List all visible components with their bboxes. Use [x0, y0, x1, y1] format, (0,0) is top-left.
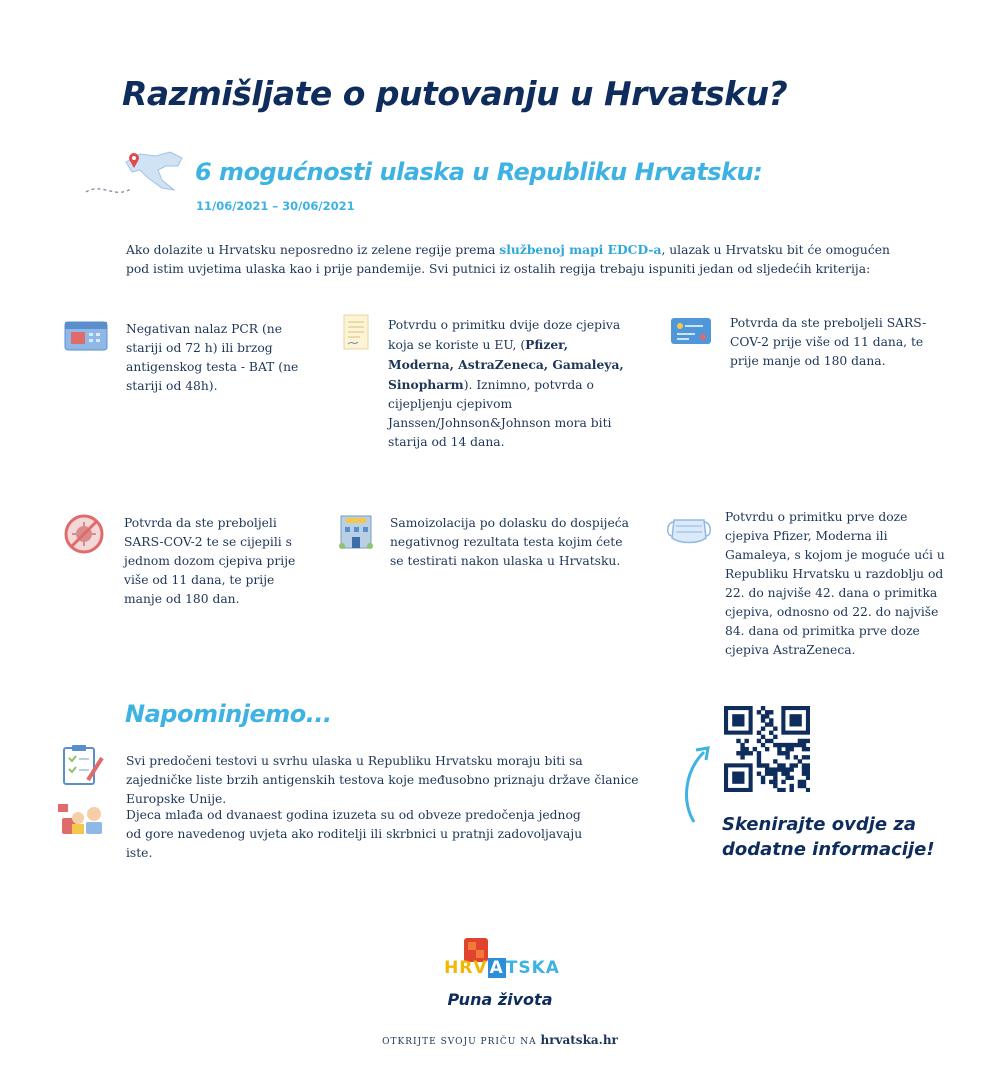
clipboard-icon	[60, 742, 104, 788]
intro-paragraph	[126, 240, 896, 279]
no-virus-icon	[60, 510, 108, 558]
logo-wordmark: HRV A TSKA	[444, 958, 560, 978]
criterion-6-text: Potvrdu o primitku prve doze cjepiva Pfizer, Moderna ili Gamaleya, s kojom je moguće ući u Republiku Hrvatsku u razdoblju od 22. do najviše 42. dana o primitka cjepiva, odnosno od 22. do najviše 84. dana od primitka prve doze cjepiva AstraZeneca.	[725, 510, 945, 657]
footer	[300, 1033, 700, 1047]
criterion-2-text	[388, 316, 628, 452]
footer-url[interactable]: hrvatska.hr	[540, 1033, 618, 1047]
criterion-2-vaccines: Pfizer, Moderna, AstraZeneca, Gamaleya, Sinopharm	[388, 337, 624, 392]
criterion-3-text: Potvrda da ste preboljeli SARS-COV-2 prije više od 11 dana, te prije manje od 180 dana.	[730, 316, 927, 368]
document-icon	[340, 312, 372, 354]
family-icon	[54, 800, 108, 836]
criterion-2-text-c: ). Iznimno, potvrda o cijepljenju cjepivom Janssen/Johnson&Johnson mora biti starija od 14 dana.	[388, 378, 612, 449]
note-2-text: Djeca mlađa od dvanaest godina izuzeta su od obveze predočenja jednog od gore navedenog uvjeta ako roditelji ili skrbnici u pratnji zadovoljavaju iste.	[126, 808, 583, 860]
croatia-map-icon	[82, 148, 192, 200]
hotel-icon	[336, 512, 376, 550]
notes-heading: Napominjemo...	[125, 700, 332, 728]
note-1-text: Svi predočeni testovi u svrhu ulaska u Republiku Hrvatsku moraju biti sa zajedničke liste brzih antigenskih testova koje međusobno priznaju države članice Europske Unije.	[126, 754, 639, 806]
date-range: 11/06/2021 – 30/06/2021	[196, 199, 355, 213]
criterion-5-text: Samoizolacija po dolasku do dospijeća negativnog rezultata testa kojim ćete se testirati nakon ulaska u Hrvatsku.	[390, 516, 629, 568]
criterion-4-text: Potvrda da ste preboljeli SARS-COV-2 te se cijepili s jednom dozom cjepiva prije više od 11 dana, te prije manje od 180 dan.	[124, 516, 296, 606]
intro-text-after: , ulazak u Hrvatsku bit će omogućen pod istim uvjetima ulaska kao i prije pandemije. Svi putnici iz ostalih regija trebaju ispuniti jedan od sljedećih kriterija:	[126, 243, 890, 276]
qr-caption: Skenirajte ovdje za dodatne informacije!	[722, 814, 935, 860]
intro-text-before: Ako dolazite u Hrvatsku neposredno iz zelene regije prema	[126, 243, 500, 257]
criterion-2-text-a: Potvrdu o primitku dvije doze cjepiva koja se koriste u EU, (	[388, 318, 621, 352]
logo-tagline: Puna života	[447, 990, 553, 1009]
footer-prefix: OTKRIJTE SVOJU PRIČU NA	[382, 1037, 541, 1047]
page-title: Razmišljate o putovanju u Hrvatsku?	[122, 74, 788, 113]
qr-code[interactable]	[724, 706, 810, 792]
mask-icon	[664, 512, 714, 548]
arrow-icon	[676, 742, 716, 826]
calendar-test-icon	[62, 318, 110, 354]
subtitle: 6 mogućnosti ulaska u Republiku Hrvatsku:	[195, 158, 763, 186]
card-icon	[668, 314, 714, 350]
criterion-1-text: Negativan nalaz PCR (ne stariji od 72 h) ili brzog antigenskog testa - BAT (ne stariji od 48h).	[126, 322, 299, 393]
edcd-map-link[interactable]: službenoj mapi EDCD-a	[499, 242, 662, 257]
